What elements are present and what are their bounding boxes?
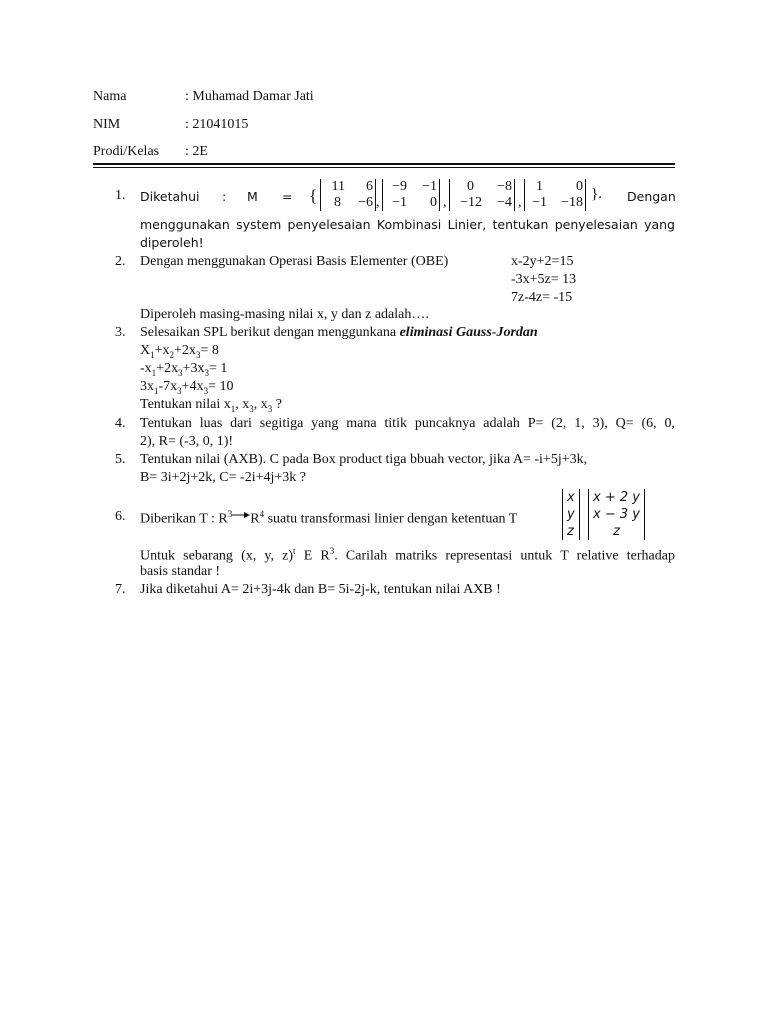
- term: = 8: [200, 343, 219, 358]
- q6-text: Untuk sebarang (x, y, z): [140, 548, 294, 564]
- q7-line1: Jika diketahui A= 2i+3j-4k dan B= 5i-2j-k, tentukan nilai AXB !: [140, 582, 501, 597]
- nama-label: Nama: [93, 89, 127, 104]
- term: , x: [253, 397, 268, 412]
- q1-number: 1.: [115, 188, 126, 203]
- header-rule-thin: [93, 167, 675, 168]
- matrix-cell: 1: [536, 179, 543, 194]
- q6-vector-input: [562, 489, 580, 540]
- q6-text: . Carilah matriks representasi untuk T relative terhadap: [334, 548, 675, 564]
- nim-label: NIM: [93, 117, 121, 132]
- subscript: 1: [151, 367, 157, 378]
- vector-cell: z: [567, 524, 574, 539]
- q1-matrix-4: [524, 179, 586, 211]
- q5-line2: B= 3i+2j+2k, C= -2i+4j+3k ?: [140, 470, 306, 485]
- q2-eq1: x-2y+2=15: [511, 254, 574, 269]
- q5-line1: Tentukan nilai (AXB). C pada Box product tiga bbuah vector, jika A= -i+5j+3k,: [140, 452, 588, 467]
- matrix-cell: −9: [392, 179, 407, 194]
- superscript: t: [293, 546, 296, 556]
- q1-matrix-1: [320, 179, 376, 211]
- term: +2x: [174, 343, 196, 358]
- term: 3x: [140, 379, 154, 394]
- q6-line2: [140, 546, 675, 565]
- term: Tentukan nilai x: [140, 397, 231, 412]
- q3-number: 3.: [115, 325, 126, 340]
- matrix-cell: −8: [497, 179, 512, 194]
- q1-m: M: [247, 189, 258, 204]
- term: ?: [272, 397, 282, 412]
- matrix-cell: 6: [366, 179, 373, 194]
- subscript: 1: [150, 349, 155, 360]
- q6-text: R: [250, 511, 260, 527]
- superscript: 4: [259, 509, 265, 519]
- q4-number: 4.: [115, 416, 126, 431]
- term: +2x: [156, 361, 179, 376]
- term: +4x: [181, 379, 204, 394]
- subscript: 3: [249, 403, 254, 414]
- subscript: 3: [204, 367, 209, 378]
- q2-eq2: -3x+5z= 13: [511, 272, 577, 287]
- prodi-label: Prodi/Kelas: [93, 144, 160, 159]
- q6-number: 6.: [115, 509, 126, 524]
- term: +3x: [182, 361, 205, 376]
- superscript: 3: [227, 509, 233, 519]
- q3-eq1: [140, 343, 219, 360]
- matrix-cell: −4: [497, 195, 512, 210]
- q1-line2: menggunakan system penyelesaian Kombinasi Linier, tentukan penyelesaian yang: [140, 217, 675, 232]
- q5-number: 5.: [115, 452, 126, 467]
- q1-matrix-2: [382, 179, 440, 211]
- subscript: 1: [230, 403, 236, 414]
- subscript: 3: [203, 385, 209, 396]
- q1-comma: ,: [376, 195, 380, 210]
- q3-line1: [140, 325, 538, 341]
- q1-brace-close: }.: [591, 186, 602, 202]
- vector-cell: x: [567, 490, 575, 505]
- subscript: 3: [267, 403, 273, 414]
- matrix-cell: −1: [392, 195, 407, 210]
- q1-line3: diperoleh!: [140, 235, 204, 250]
- term: -x: [140, 361, 152, 376]
- vector-cell: x − 3 y: [593, 507, 640, 522]
- matrix-cell: 8: [334, 195, 341, 210]
- term: X: [140, 343, 151, 358]
- q3-question: [140, 397, 282, 414]
- q2-number: 2.: [115, 254, 126, 269]
- header-rule-thick: [93, 163, 675, 165]
- q2-eq3: 7z-4z= -15: [511, 290, 573, 305]
- q1-brace-open: {: [309, 186, 318, 205]
- q6-vector-output: [588, 489, 645, 540]
- term: -7x: [158, 379, 178, 394]
- q1-dengan: Dengan: [627, 189, 676, 204]
- q6-text: Diberikan T : R: [140, 511, 228, 527]
- q4-line1: Tentukan luas dari segitiga yang mana titik puncaknya adalah P= (2, 1, 3), Q= (6, 0,: [140, 416, 675, 431]
- q1-comma: ,: [518, 195, 522, 210]
- matrix-cell: 0: [467, 179, 474, 194]
- nim-value: : 21041015: [185, 117, 249, 132]
- matrix-cell: 0: [430, 195, 437, 210]
- term: , x: [235, 397, 250, 412]
- q6-text: E R: [295, 548, 330, 564]
- term: = 1: [208, 361, 228, 376]
- subscript: 2: [169, 349, 175, 360]
- q1-matrix-3: [449, 179, 515, 211]
- q7-number: 7.: [115, 582, 126, 597]
- q2-line2: Diperoleh masing-masing nilai x, y dan z adalah….: [140, 307, 429, 322]
- subscript: 3: [178, 367, 183, 378]
- q1-comma: ,: [443, 195, 447, 210]
- matrix-cell: 0: [576, 179, 583, 194]
- matrix-cell: 11: [331, 179, 345, 194]
- q3-eq3: [140, 379, 233, 396]
- vector-cell: x + 2 y: [593, 490, 640, 505]
- q4-line2: 2), R= (-3, 0, 1)!: [140, 434, 234, 449]
- superscript: 3: [329, 546, 335, 556]
- nama-value: : Muhamad Damar Jati: [185, 89, 314, 104]
- q6-line1: [140, 509, 517, 528]
- subscript: 3: [177, 385, 182, 396]
- vector-cell: z: [613, 524, 620, 539]
- prodi-value: : 2E: [185, 144, 208, 159]
- q3-eq2: [140, 361, 227, 378]
- matrix-cell: −6: [358, 195, 373, 210]
- vector-cell: y: [567, 507, 575, 522]
- arrow-right-icon: [232, 512, 250, 518]
- q3-line1-text: Selesaikan SPL berikut dengan menggunkana: [140, 325, 400, 340]
- matrix-cell: −1: [422, 179, 437, 194]
- term: = 10: [208, 379, 234, 394]
- q1-colon: :: [222, 189, 227, 204]
- subscript: 3: [195, 349, 201, 360]
- q6-text: suatu transformasi linier dengan ketentuan T: [264, 511, 518, 527]
- q1-lead: Diketahui: [140, 189, 200, 204]
- matrix-cell: −1: [532, 195, 547, 210]
- q6-line3: basis standar !: [140, 564, 221, 579]
- q1-equals: =: [282, 189, 293, 204]
- matrix-cell: −12: [460, 195, 482, 210]
- matrix-cell: −18: [561, 195, 583, 210]
- q3-method: eliminasi Gauss-Jordan: [399, 325, 538, 340]
- term: +x: [154, 343, 170, 358]
- q2-line1: Dengan menggunakan Operasi Basis Elementer (OBE): [140, 254, 449, 269]
- subscript: 1: [154, 385, 159, 396]
